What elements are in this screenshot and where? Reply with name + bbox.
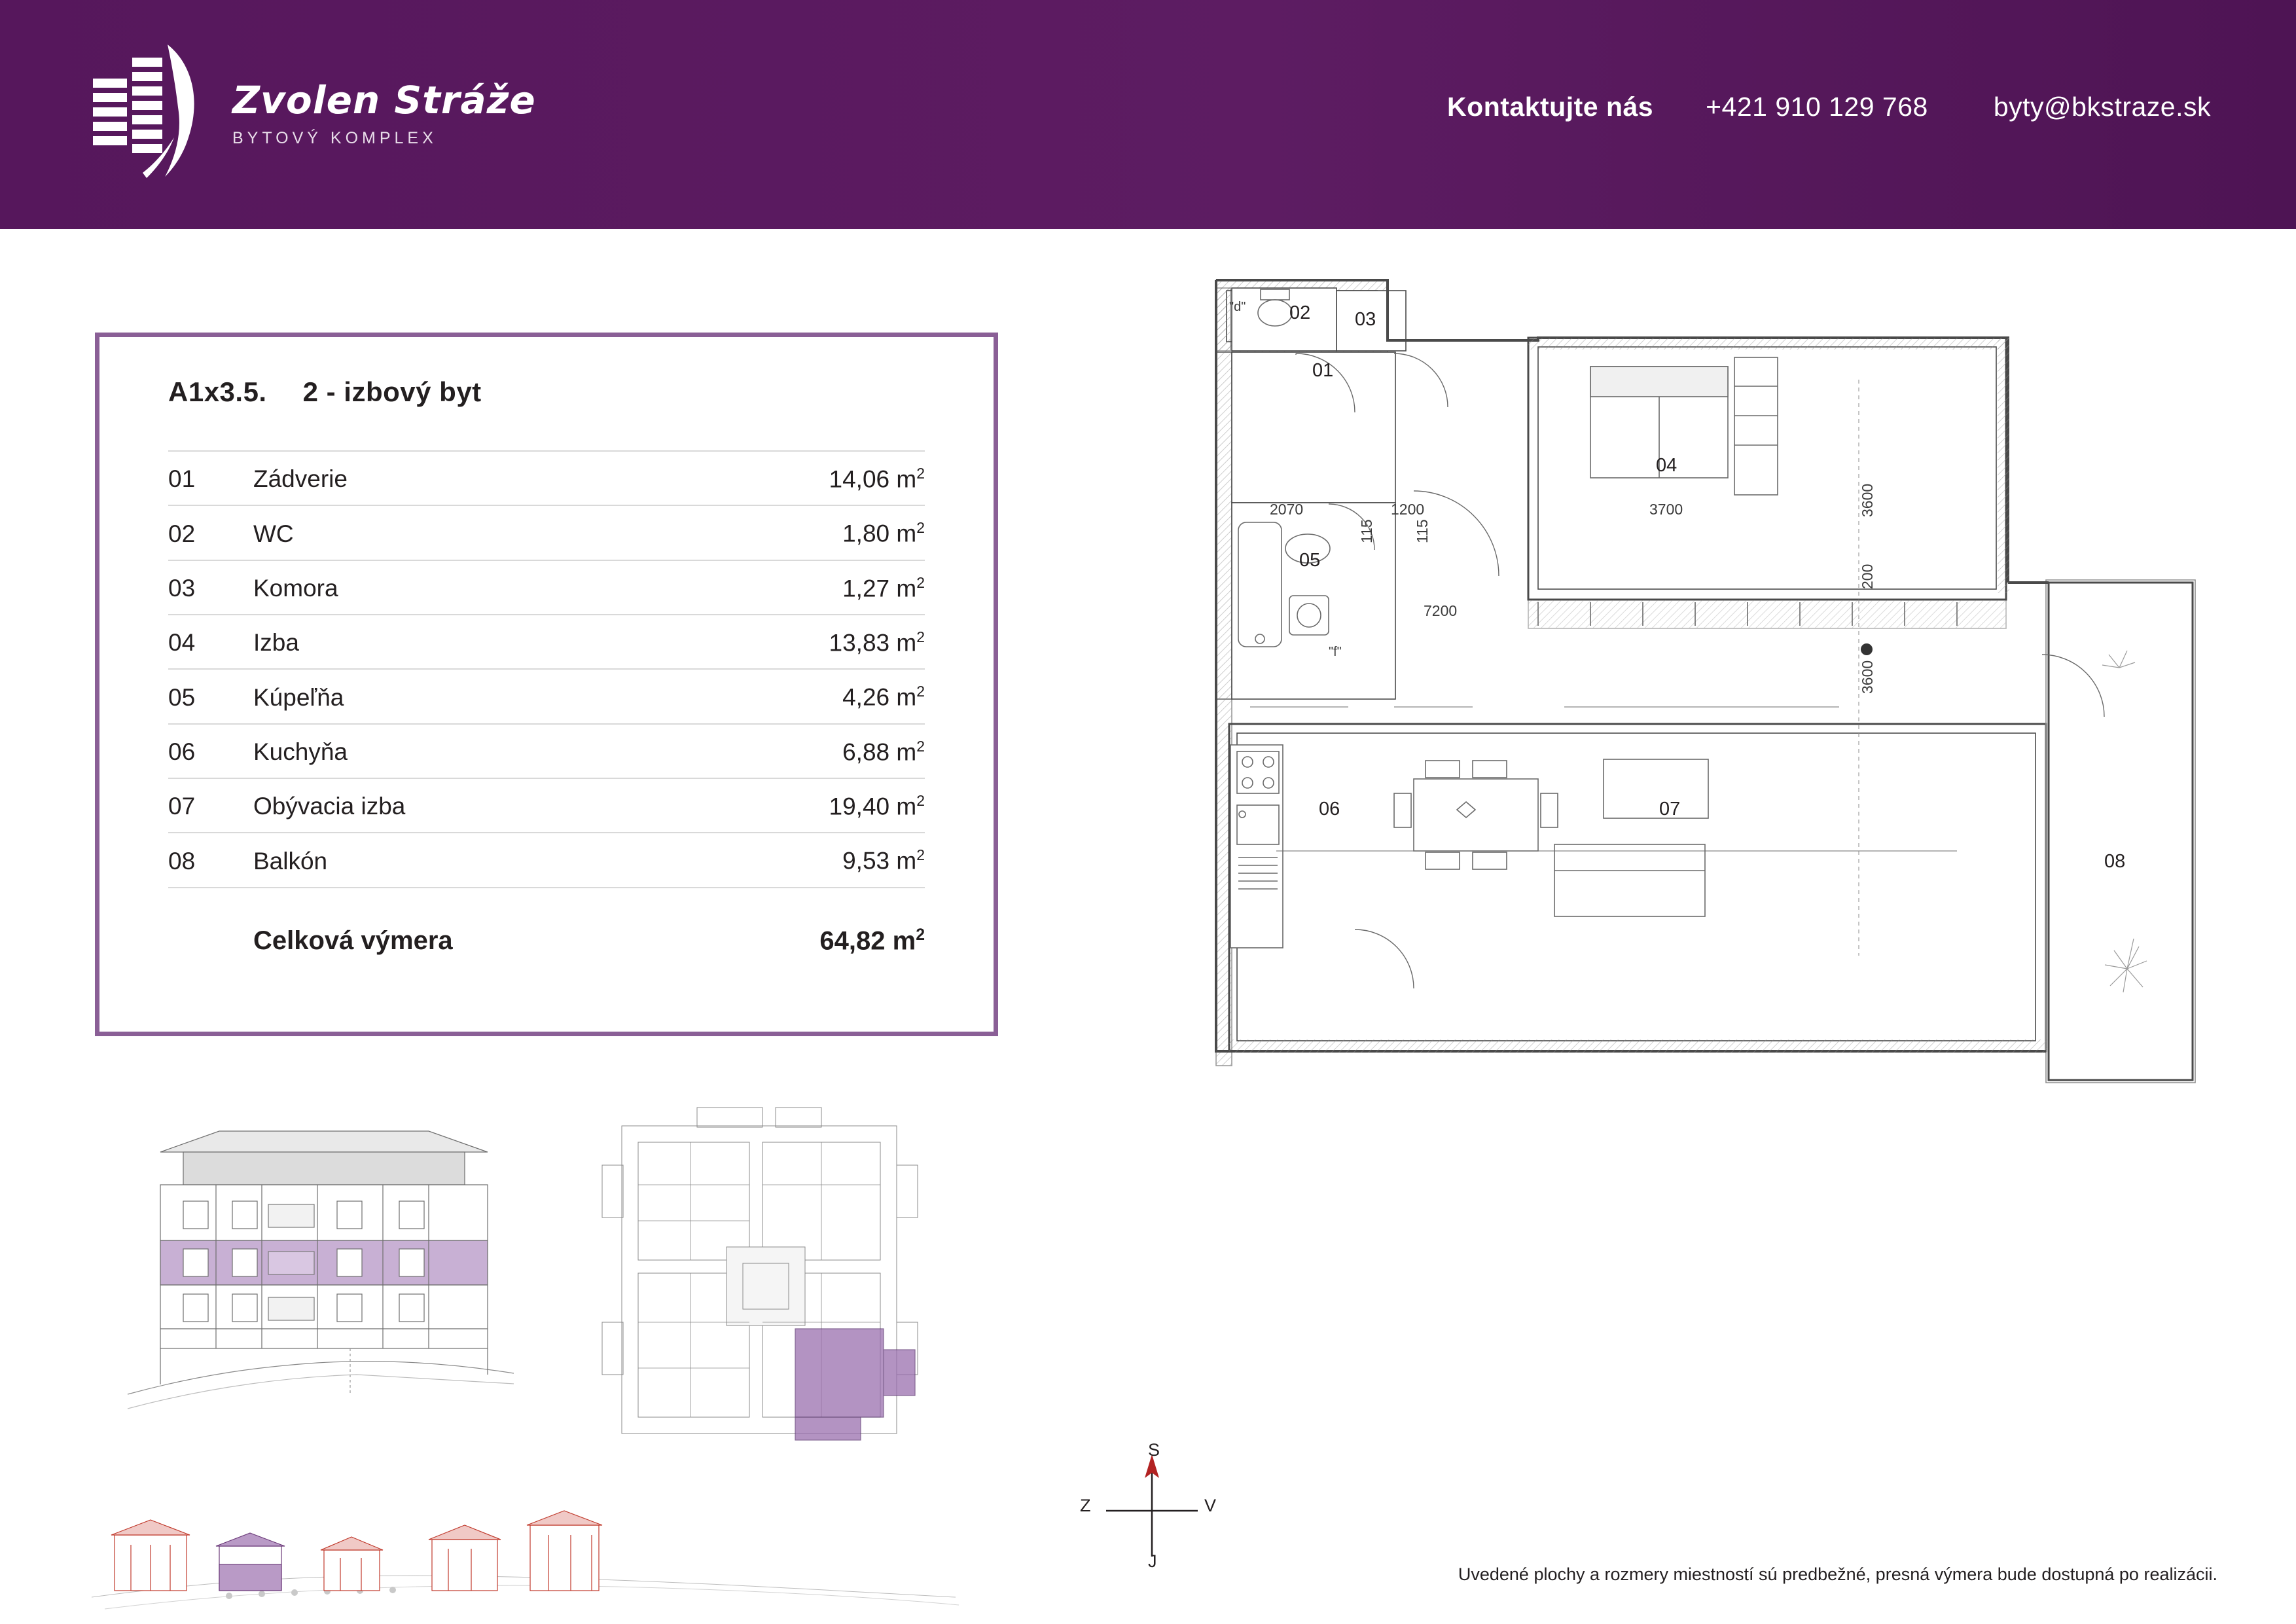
room-area-value: 14,06 m	[829, 465, 917, 493]
room-area	[693, 560, 925, 615]
dimension-200: 200	[1859, 564, 1876, 589]
table-row	[168, 778, 925, 833]
floorplan-room-05: 05	[1299, 550, 1321, 571]
dimension-115-b: 115	[1414, 519, 1431, 543]
compass-label-north: S	[1148, 1440, 1160, 1460]
room-area-value: 1,80 m	[842, 520, 917, 547]
page-header	[0, 0, 2296, 229]
room-number: 06	[168, 724, 253, 778]
floorplan-room-07: 07	[1659, 799, 1681, 820]
dimension-3600-bedroom: 3600	[1859, 483, 1876, 517]
dimension-3700: 3700	[1649, 501, 1683, 518]
room-number: 04	[168, 615, 253, 669]
room-area-table	[168, 450, 925, 967]
apartment-type: 2 - izbový byt	[302, 376, 482, 407]
room-area	[693, 451, 925, 505]
superscript-two: 2	[916, 628, 925, 645]
table-row	[168, 724, 925, 778]
tag-f: "f"	[1329, 645, 1342, 659]
room-number: 02	[168, 505, 253, 560]
room-number: 01	[168, 451, 253, 505]
superscript-two: 2	[916, 846, 925, 864]
room-area-value: 19,40 m	[829, 793, 917, 820]
total-label: Celková výmera	[253, 926, 453, 955]
floorplan-room-03: 03	[1355, 309, 1376, 330]
superscript-two: 2	[916, 791, 925, 809]
room-area-value: 4,26 m	[842, 683, 917, 711]
table-row	[168, 833, 925, 887]
superscript-two: 2	[916, 519, 925, 537]
room-area	[693, 669, 925, 723]
apartment-code: A1x3.5.	[168, 376, 267, 407]
table-row	[168, 451, 925, 505]
dimension-115-a: 115	[1358, 519, 1375, 543]
floorplan-room-06: 06	[1319, 799, 1340, 820]
logo-title: Zvolen Stráže	[232, 78, 536, 122]
tag-d: "d"	[1229, 300, 1246, 314]
room-number: 05	[168, 669, 253, 723]
page-title	[168, 376, 994, 408]
room-area	[693, 778, 925, 833]
contact-phone[interactable]: +421 910 129 768	[1706, 92, 1928, 122]
room-area-value: 13,83 m	[829, 629, 917, 657]
floorplan-room-02: 02	[1289, 302, 1311, 323]
room-area	[693, 615, 925, 669]
key-floor-plan	[599, 1106, 939, 1473]
table-row	[168, 615, 925, 669]
dimension-3600-living: 3600	[1859, 660, 1876, 694]
logo-icon	[79, 39, 219, 187]
floorplan-room-08: 08	[2104, 851, 2126, 872]
apartment-info-box	[95, 333, 998, 1036]
room-name: Izba	[253, 615, 693, 669]
building-elevation-drawing	[121, 1113, 533, 1453]
dimension-1200: 1200	[1391, 501, 1425, 518]
table-row	[168, 669, 925, 723]
room-name: WC	[253, 505, 693, 560]
room-area	[693, 505, 925, 560]
compass-label-south: J	[1148, 1551, 1157, 1571]
total-area-value: 64,82 m	[819, 926, 916, 955]
room-area	[693, 833, 925, 887]
contact-block	[1447, 92, 2211, 122]
superscript-two: 2	[916, 465, 925, 482]
room-name: Komora	[253, 560, 693, 615]
superscript-two: 2	[916, 737, 925, 755]
compass-label-west: Z	[1080, 1496, 1091, 1515]
total-spacer	[168, 888, 253, 967]
dimension-2070: 2070	[1270, 501, 1304, 518]
compass-label-east: V	[1204, 1496, 1217, 1515]
room-area-value: 9,53 m	[842, 847, 917, 875]
floorplan-room-01: 01	[1312, 360, 1334, 381]
room-area	[693, 724, 925, 778]
dimension-7200: 7200	[1424, 602, 1458, 619]
floorplan-room-04: 04	[1656, 455, 1677, 476]
superscript-two: 2	[916, 573, 925, 591]
room-name: Zádverie	[253, 451, 693, 505]
table-row	[168, 505, 925, 560]
contact-label: Kontaktujte nás	[1447, 92, 1654, 122]
room-name: Kuchyňa	[253, 724, 693, 778]
room-number: 08	[168, 833, 253, 887]
logo-subtitle: BYTOVÝ KOMPLEX	[232, 129, 437, 147]
room-area-value: 1,27 m	[842, 574, 917, 602]
table-row	[168, 560, 925, 615]
contact-email[interactable]: byty@bkstraze.sk	[1993, 92, 2211, 122]
superscript-two: 2	[916, 683, 925, 700]
apartment-floor-plan	[1198, 275, 2219, 1348]
site-plan-strip	[79, 1499, 962, 1617]
room-area-value: 6,88 m	[842, 738, 917, 765]
room-number: 03	[168, 560, 253, 615]
room-name: Kúpeľňa	[253, 669, 693, 723]
total-area	[693, 888, 925, 967]
room-name: Balkón	[253, 833, 693, 887]
compass-rose	[1080, 1440, 1224, 1584]
room-number: 07	[168, 778, 253, 833]
room-name: Obývacia izba	[253, 778, 693, 833]
brand-logo[interactable]	[79, 39, 536, 187]
superscript-two: 2	[916, 926, 925, 944]
disclaimer-note: Uvedené plochy a rozmery miestností sú predbežné, presná výmera bude dostupná po realizácii.	[1458, 1564, 2217, 1584]
total-row	[168, 888, 925, 967]
